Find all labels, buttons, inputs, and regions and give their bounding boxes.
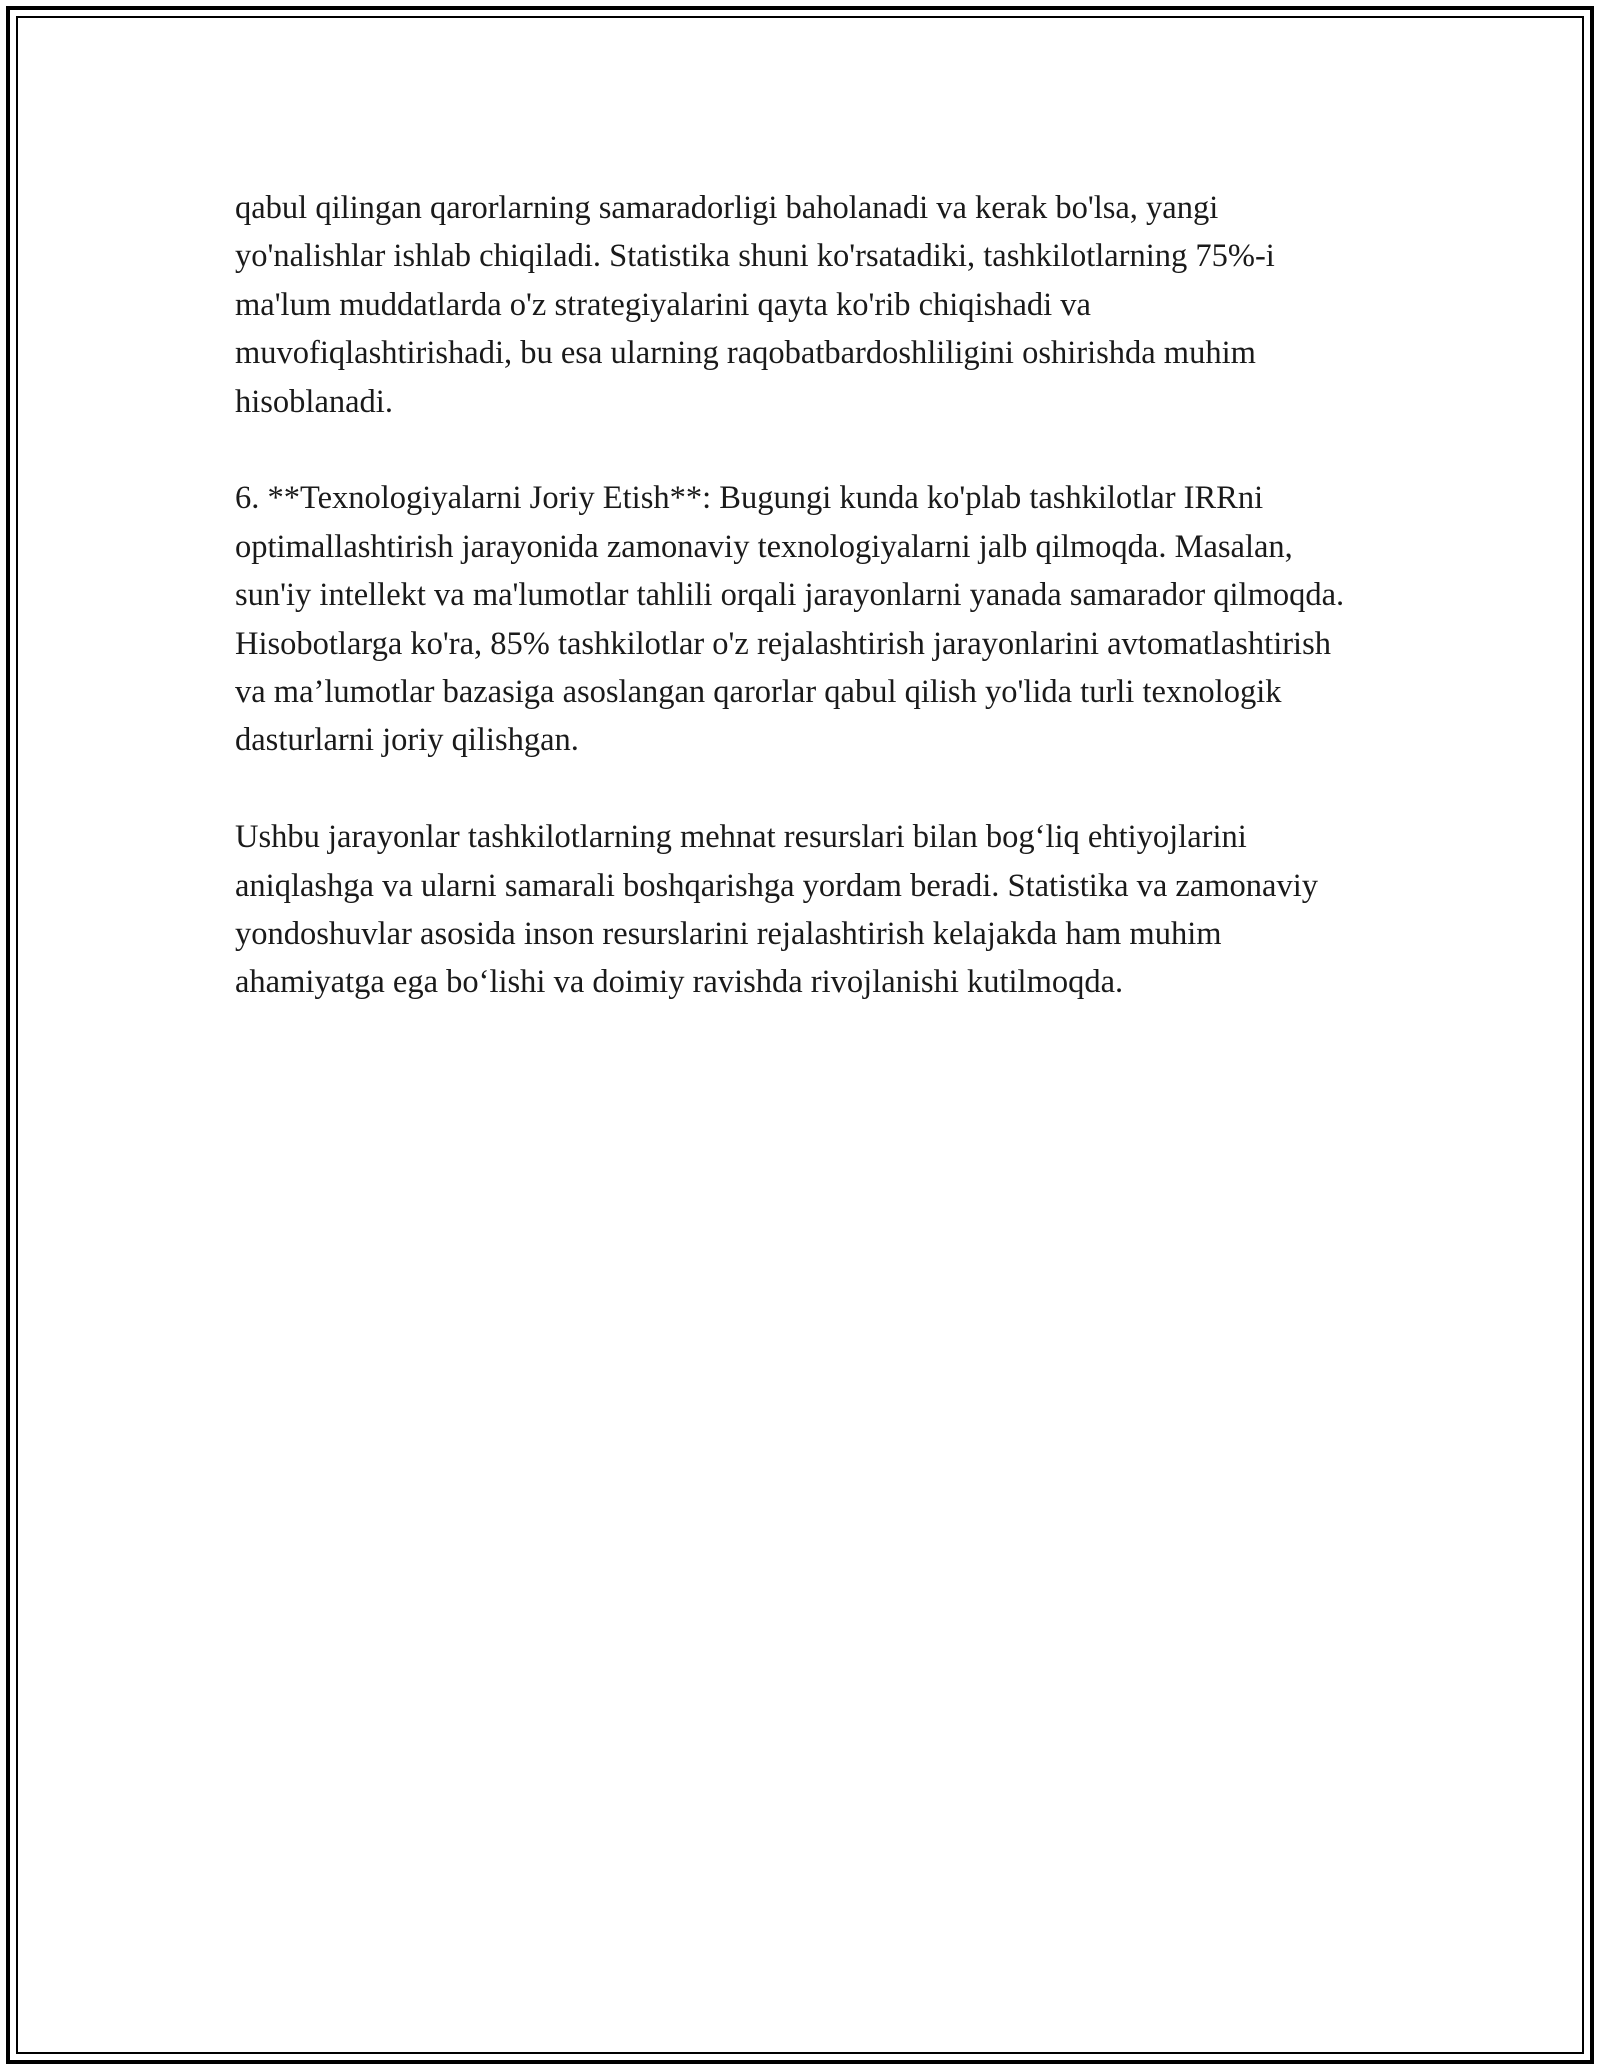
paragraph-technology-adoption: 6. **Texnologiyalarni Joriy Etish**: Bugungi kunda ko'plab tashkilotlar IRRni optimallashtirish jarayonida zamonaviy texnologiyalarni jalb qilmoqda. Masalan, sun'iy intellekt va ma'lumotlar tahlili orqali jarayonlarni yanada samarador qilmoqda. Hisobotlarga ko'ra, 85% tashkilotlar o'z rejalashtirish jarayonlarini avtomatlashtirish va ma’lumotlar bazasiga asoslangan qarorlar qabul qilish yo'lida turli texnologik dasturlarni joriy qilishgan. <box>235 480 1345 759</box>
paragraph-conclusion: Ushbu jarayonlar tashkilotlarning mehnat resurslari bilan bog‘liq ehtiyojlarini aniqlashga va ularni samarali boshqarishga yordam beradi. Statistika va zamonaviy yondoshuvlar asosida inson resurslarini rejalashtirish kelajakda ham muhim ahamiyatga ega bo‘lishi va doimiy ravishda rivojlanishi kutilmoqda. <box>235 819 1319 1001</box>
document-body <box>235 184 1365 1055</box>
paragraph-strategy-review: qabul qilingan qarorlarning samaradorligi baholanadi va kerak bo'lsa, yangi yo'nalishlar ishlab chiqiladi. Statistika shuni ko'rsatadiki, tashkilotlarning 75%-i ma'lum muddatlarda o'z strategiyalarini qayta ko'rib chiqishadi va muvofiqlashtirishadi, bu esa ularning raqobatbardoshliligini oshirishda muhim hisoblanadi. <box>235 190 1275 420</box>
